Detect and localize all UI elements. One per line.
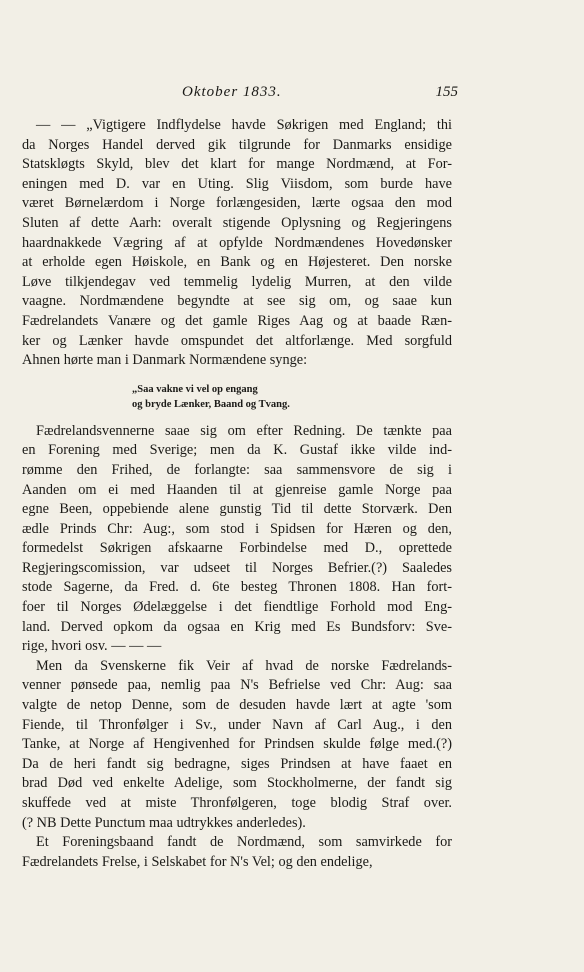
text-line: — — „Vigtigere Indflydelse havde Søkrigen med England; thi <box>36 117 452 133</box>
text-line: ker og Lænker havde omspundet det altforlænge. Med sorgfuld <box>22 332 452 349</box>
verse-quote <box>132 382 452 412</box>
text-line: brad Død ved enkelte Adelige, som Stockholmerne, der fandt sig <box>22 775 452 792</box>
text-line: Men da Svenskerne fik Veir af hvad de norske Fædrelands- <box>36 657 452 674</box>
text-line: Tanke, at Norge af Hengivenhed for Prindsen skulde følge med.(?) <box>22 736 452 753</box>
text-line: vaagne. Nordmændene begyndte at see sig om, og saae kun <box>22 293 452 310</box>
text-line: Sluten af dette Aarh: overalt stigende Oplysning og Regjeringens <box>22 214 452 231</box>
text-line: ædle Prinds Chr: Aug:, som stod i Spidsen for Hæren og den, <box>22 520 452 537</box>
text-line: været Børnelærdom i Norge forlængesiden, lærte ogsaa den mod <box>22 195 452 212</box>
running-title: Oktober 1833. <box>182 84 282 100</box>
verse-line: og bryde Lænker, Baand og Tvang. <box>132 398 290 410</box>
text-line: haardnakkede Vægring af at opfylde Nordmændenes Hovedønsker <box>22 234 452 251</box>
text-line: da Norges Handel derved gik tilgrunde for Danmarks ensidige <box>22 136 452 153</box>
text-line: at erholde egen Høiskole, en Bank og en Højesteret. Den norske <box>22 254 452 271</box>
text-line: Da de heri fandt sig bedragne, siges Prindsen at have faaet en <box>22 755 452 772</box>
text-line: Fædrelandsvennerne saae sig om efter Redning. De tænkte paa <box>36 422 452 439</box>
paragraph-1 <box>22 116 452 371</box>
text-line: Fiende, til Thronfølger i Sv., under Navn af Carl Aug., i den <box>22 716 452 733</box>
text-line: en Forening med Sverige; men da K. Gustaf ikke vilde ind- <box>22 442 452 459</box>
paragraph-4 <box>22 833 452 872</box>
verse-line: „Saa vakne vi vel op engang <box>132 383 258 395</box>
text-line: Fædrelandets Vanære og det gamle Riges Aag og at baade Ræn- <box>22 312 452 329</box>
text-line: Regjeringscomission, var udseet til Norges Befrier.(?) Saaledes <box>22 559 452 576</box>
running-header <box>22 84 458 104</box>
text-line: Løve tilkjendegav ved temmelig lydelig Murren, at den vilde <box>22 273 452 290</box>
text-line: rømme den Frihed, de forlangte: saa sammensvore de sig i <box>22 461 452 478</box>
text-line: skuffede ved at miste Thronfølgeren, toge blodig Straf over. <box>22 795 452 811</box>
text-line: Aanden om ei med Haanden til at gjenreise gamle Norge paa <box>22 481 452 498</box>
text-line: valgte de netop Denne, som de desuden havde lært at agte 'som <box>22 697 452 714</box>
text-line: venner pønsede paa, nemlig paa N's Befrielse ved Chr: Aug: saa <box>22 677 452 694</box>
text-line: foer til Norges Ødelæggelse i det fiendtlige Forhold mod Eng- <box>22 599 452 616</box>
text-line: rige, hvori osv. — — — <box>22 638 162 655</box>
text-line: Et Foreningsbaand fandt de Nordmænd, som samvirkede for <box>36 834 452 851</box>
paragraph-2 <box>22 422 452 657</box>
text-line: Statskløgts Skyld, blev det klart for mange Nordmænd, at For- <box>22 156 452 173</box>
text-line: Fædrelandets Frelse, i Selskabet for N's Vel; og den endelige, <box>22 853 373 870</box>
page-body <box>22 116 452 872</box>
page-number: 155 <box>435 84 458 100</box>
text-line: (? NB Dette Punctum maa udtrykkes anderledes). <box>22 814 306 831</box>
text-line: eningen med D. var en Uting. Slig Viisdom, som burde have <box>22 175 452 192</box>
text-line: land. Derved opkom da ogsaa en Krig med Es Bundsforv: Sve- <box>22 618 452 635</box>
paragraph-3 <box>22 657 452 833</box>
text-line: stode Sagerne, da Fred. d. 6te besteg Thronen 1808. Han fort- <box>22 579 452 596</box>
text-line: Ahnen hørte man i Danmark Normændene synge: <box>22 352 308 369</box>
text-line: formedelst Søkrigen afskaarne Forbindelse med D., oprettede <box>22 540 452 557</box>
text-line: egne Been, oppebiende alene gunstig Tid til dette Storværk. Den <box>22 501 452 518</box>
